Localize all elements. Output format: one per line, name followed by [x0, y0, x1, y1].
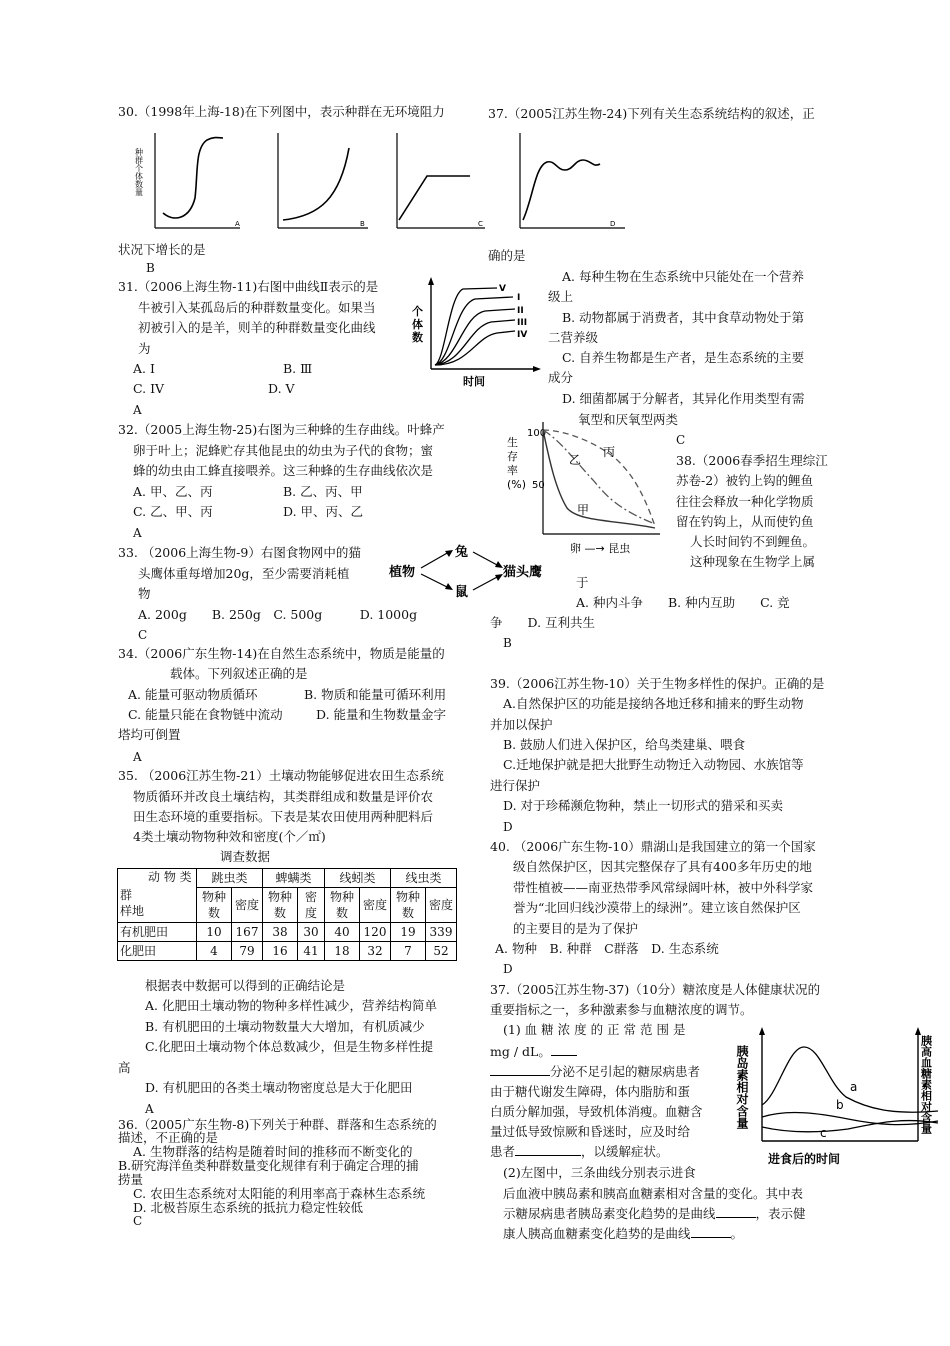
- q37b-line: 37.（2005江苏生物-37)（10分）糖浓度是人体健康状况的: [490, 982, 821, 997]
- q32-curve-label: 乙: [569, 453, 582, 467]
- q31-xlabel: 时间: [463, 375, 485, 388]
- q35-line: 田生态环境的重要指标。下表是某农田使用两种肥料后: [133, 809, 434, 824]
- q36-option-a: A. 生物群落的结构是随着时间的推移而不断变化的: [133, 1144, 413, 1159]
- q34-line: 载体。下列叙述正确的是: [170, 666, 308, 681]
- q37b-p1: 分泌不足引起的糖尿病患者: [490, 1062, 700, 1082]
- q40-line: 带性植被——南亚热带季风常绿阔叶林，被中外科学家: [513, 880, 814, 895]
- q32-line: 32.（2005上海生物-25)右图为三种蜂的生存曲线。叶蜂产: [118, 422, 445, 437]
- q32-line: 卵于叶上；泥蜂贮存其他昆虫的幼虫为子代的食物；蜜: [133, 443, 434, 458]
- q33-options: A. 200g B. 250g C. 500g D. 1000g: [138, 607, 418, 622]
- q31-line: 牛被引入某孤岛后的种群数量变化。如果当: [138, 300, 376, 315]
- q37b-curve-label: c: [820, 1126, 827, 1140]
- q32-answer: A: [133, 526, 142, 540]
- graph-b-label: B: [360, 220, 365, 228]
- q37b-p1: 由于糖代谢发生障碍，体内脂肪和蛋: [490, 1084, 691, 1099]
- q31-curve-label: V: [499, 284, 506, 294]
- q38-line: 留在钓钩上，从而使钓鱼: [676, 514, 814, 529]
- q37b-p1: (1) 血 糖 浓 度 的 正 常 范 围 是: [503, 1022, 686, 1037]
- q39-line: D. 对于珍稀濒危物种，禁止一切形式的猎采和买卖: [503, 798, 784, 813]
- q35-option-a: A. 化肥田土壤动物的物种多样性减少，营养结构简单: [145, 998, 437, 1013]
- table-group-header: 线虫类: [391, 869, 457, 888]
- q31-ylabel: 个体数: [412, 305, 423, 344]
- q31-line: 初被引入的是羊，则羊的种群数量变化曲线: [138, 320, 376, 335]
- table-row: 有机肥田 10 167 38 30 40 120 19 339: [118, 923, 457, 942]
- q31-line: 为: [138, 341, 151, 356]
- graph-b: [278, 133, 368, 228]
- table-subheader: 密度: [426, 888, 457, 923]
- q38-options2: 争 D. 互利共生: [490, 615, 596, 630]
- food-web-plant: 植物: [389, 565, 416, 580]
- q33-food-web: [385, 540, 550, 602]
- q34-answer: A: [133, 750, 142, 764]
- q35-line: 4类土壤动物物种效和密度(个／㎡): [133, 829, 326, 844]
- q31-curve-label: IV: [517, 330, 528, 340]
- q33-answer: C: [138, 628, 148, 642]
- q37a-answer: C: [676, 433, 686, 447]
- q32-option-b: B. 乙、丙、甲: [283, 484, 363, 499]
- q30-answer: B: [146, 261, 155, 275]
- q34-option-b: B. 物质和能量可循环利用: [304, 687, 447, 702]
- q37b-p2: 后血液中胰岛素和胰高血糖素相对含量的变化。其中表: [503, 1186, 804, 1201]
- q38-line: 人长时间钓不到鲤鱼。: [690, 534, 816, 549]
- q32-ylabel: 生存率(%): [507, 436, 527, 491]
- table-row: 化肥田 4 79 16 41 18 32 7 52: [118, 942, 457, 961]
- q39-line: A.自然保护区的功能是接纳各地迁移和捕来的野生动物: [503, 696, 804, 711]
- q37b-right-label: 胰高血糖素相对含量: [919, 1035, 933, 1134]
- q40-line: 誉为“北回归线沙漠带上的绿洲”。建立该自然保护区: [513, 900, 801, 915]
- graph-d-label: D: [610, 220, 616, 228]
- q31-curve-label: III: [517, 318, 528, 328]
- graph-d: [520, 133, 625, 228]
- q36-stem2: 描述，不正确的是: [118, 1130, 219, 1145]
- q36-option-b: B.研究海洋鱼类种群数量变化规律有利于确定合理的捕: [118, 1158, 419, 1173]
- q32-curve-label: 丙: [603, 445, 616, 459]
- q31-option-d: D. V: [268, 381, 295, 396]
- q34-option-c: C. 能量只能在食物链中流动: [128, 707, 283, 722]
- q34-option-d2: 塔均可倒置: [118, 727, 181, 742]
- table-group-header: 跳虫类: [197, 869, 263, 888]
- food-web-rabbit: 兔: [455, 545, 469, 560]
- q35-line: 物质循环并改良土壤结构，其类群组成和数量是评价农: [133, 789, 434, 804]
- q37a-option: 成分: [548, 370, 574, 385]
- q32-y50: 50: [532, 480, 545, 491]
- q37b-left-label: 胰岛素相对含量: [735, 1045, 749, 1129]
- q35-option-c: C.化肥田土壤动物个体总数减少，但是生物多样性提: [145, 1039, 434, 1054]
- q39-line: 并加以保护: [490, 717, 553, 732]
- q37a-stem2: 确的是: [488, 248, 526, 263]
- q40-options: A. 物种 B. 种群 C群落 D. 生态系统: [495, 941, 719, 956]
- q35-option-c2: 高: [118, 1060, 131, 1075]
- q39-answer: D: [503, 820, 513, 834]
- q35-option-b: B. 有机肥田的土壤动物数量大大增加，有机质减少: [145, 1019, 425, 1034]
- q31-option-c: C. IV: [133, 381, 165, 396]
- graph-a-label: A: [235, 220, 240, 228]
- q30-stem2: 状况下增长的是: [118, 242, 206, 257]
- q32-curve-label: 甲: [577, 503, 590, 517]
- q34-option-d: D. 能量和生物数量金字: [316, 707, 447, 722]
- q38-line: 苏卷-2）被钓上钩的鲤鱼: [676, 473, 814, 488]
- q32-option-d: D. 甲、丙、乙: [283, 504, 364, 519]
- table-group-header: 蜱螨类: [263, 869, 325, 888]
- graph-a: [135, 133, 240, 228]
- q38-options: A. 种内斗争 B. 种内互助 C. 竞: [576, 595, 790, 610]
- graph-c-label: C: [478, 220, 483, 228]
- soil-animal-table: [117, 868, 457, 961]
- q36-option-d: D. 北极苔原生态系统的抵抗力稳定性较低: [133, 1200, 364, 1215]
- q35-answer: A: [145, 1102, 154, 1116]
- table-subheader: 密度: [232, 888, 263, 923]
- q33-line: 33. （2006上海生物-9）右图食物网中的猫: [118, 545, 361, 560]
- q40-line: 的主要目的是为了保护: [513, 921, 639, 936]
- q37a-option: D. 细菌都属于分解者，其异化作用类型有需: [562, 391, 805, 406]
- q34-option-a: A. 能量可驱动物质循环: [128, 687, 258, 702]
- q32-y100: 100: [527, 428, 547, 439]
- q37a-option: A. 每种生物在生态系统中只能处在一个营养: [562, 269, 804, 284]
- q36-stem: 36.（2005广东生物-8)下列关于种群、群落和生态系统的: [118, 1117, 437, 1132]
- table-subheader: 物种 数: [391, 888, 426, 923]
- table-subheader: 物种 数: [197, 888, 232, 923]
- graph-c: [397, 133, 485, 228]
- q37b-p1: 量过低导致惊厥和昏迷时，应及时给: [490, 1124, 691, 1139]
- q36-answer: C: [133, 1214, 143, 1228]
- q30-stem: 30.（1998年上海-18)在下列图中，表示种群在无环境阻力: [118, 104, 445, 119]
- food-web-mouse: 鼠: [455, 585, 469, 600]
- q37b-p2: (2)左图中，三条曲线分别表示进食: [503, 1165, 696, 1180]
- q32-option-c: C. 乙、甲、丙: [133, 504, 213, 519]
- q32-option-a: A. 甲、乙、丙: [133, 484, 213, 499]
- q37a-option: 二营养级: [548, 330, 599, 345]
- svg-text:种群个体数量: 种群个体数量: [135, 148, 144, 196]
- q40-line: 40. （2006广东生物-10）鼎湖山是我国建立的第一个国家: [490, 839, 816, 854]
- q31-line: 31.（2006上海生物-11)右图中曲线Ⅱ表示的是: [118, 279, 379, 294]
- q39-line: C.迁地保护就是把大批野生动物迁入动物园、水族馆等: [503, 757, 804, 772]
- q39-line: B. 鼓励人们进入保护区，给鸟类建巢、喂食: [503, 737, 746, 752]
- q31-curve-label: I: [517, 293, 521, 303]
- q37a-option: C. 自养生物都是生产者，是生态系统的主要: [562, 350, 805, 365]
- q38-line: 38.（2006春季招生理综江: [676, 453, 828, 468]
- q36-option-b2: 捞量: [118, 1172, 144, 1187]
- q37b-p1: mg / dL。: [490, 1042, 577, 1062]
- table-subheader: 密 度: [298, 888, 325, 923]
- q37b-p2: 康人胰高血糖素变化趋势的是曲线 。: [503, 1226, 744, 1241]
- q35-after: 根据表中数据可以得到的正确结论是: [145, 978, 346, 993]
- table-subheader: 物种 数: [263, 888, 298, 923]
- q40-line: 级自然保护区，因其完整保存了具有400多年历史的地: [513, 859, 812, 874]
- q37a-option: 氧型和厌氧型两类: [578, 412, 679, 427]
- q36-option-c: C. 农田生态系统对太阳能的利用率高于森林生态系统: [133, 1186, 426, 1201]
- q38-line: 这种现象在生物学上属: [690, 554, 816, 569]
- q37a-stem: 37.（2005江苏生物-24)下列有关生态系统结构的叙述，正: [488, 106, 815, 121]
- q37b-xlabel: 进食后的时间: [768, 1152, 841, 1166]
- q37b-line: 重要指标之一，多种激素参与血糖浓度的调节。: [490, 1002, 753, 1017]
- q38-line: 往往会释放一种化学物质: [676, 494, 814, 509]
- q38-answer: B: [503, 636, 512, 650]
- q30-growth-curves: [135, 128, 635, 238]
- q37a-option: B. 动物都属于消费者，其中食草动物处于第: [562, 310, 805, 325]
- q37b-hormone-graph: [728, 1025, 944, 1170]
- q38-line: 于: [576, 575, 589, 590]
- q33-line: 头鹰体重每增加20g，至少需要消耗植: [138, 566, 350, 581]
- q37b-p2: 示糖尿病患者胰岛素变化趋势的是曲线 ，表示健: [503, 1206, 806, 1221]
- food-web-owl: 猫头鹰: [503, 565, 543, 580]
- q35-option-d: D. 有机肥田的各类土壤动物密度总是大于化肥田: [145, 1080, 413, 1095]
- q35-line: 35. （2006江苏生物-21）土壤动物能够促进农田生态系统: [118, 768, 444, 783]
- table-corner: 动 物 类 群 样地: [118, 869, 197, 923]
- q33-line: 物: [138, 586, 151, 601]
- q31-option-b: B. Ⅲ: [283, 361, 313, 376]
- q39-line: 进行保护: [490, 778, 541, 793]
- q31-answer: A: [133, 403, 142, 417]
- q32-xlabel: 卵 —→ 昆虫: [570, 542, 631, 555]
- table-group-header: 线蚓类: [325, 869, 391, 888]
- table-subheader: 物种 数: [325, 888, 360, 923]
- table-subheader: 密度: [360, 888, 391, 923]
- q37b-p1: 患者 ，以缓解症状。: [490, 1144, 669, 1159]
- q39-stem: 39.（2006江苏生物-10）关于生物多样性的保护。正确的是: [490, 676, 825, 691]
- q37b-curve-label: a: [850, 1080, 858, 1094]
- q32-line: 蜂的幼虫由工蜂直接喂养。这三种蜂的生存曲线依次是: [133, 463, 434, 478]
- q37a-option: 级上: [548, 289, 574, 304]
- q37b-p1: 白质分解加强，导致机体消瘦。血糖含: [490, 1104, 703, 1119]
- q40-answer: D: [503, 962, 513, 976]
- q34-line: 34.（2006广东生物-14)在自然生态系统中，物质是能量的: [118, 646, 445, 661]
- q37b-curve-label: b: [836, 1098, 844, 1112]
- q31-option-a: A. I: [133, 361, 155, 376]
- q31-curve-label: II: [517, 306, 524, 316]
- q31-curves-graph: [405, 275, 545, 390]
- q35-table-title: 调查数据: [220, 849, 271, 864]
- q32-survival-graph: [505, 418, 665, 558]
